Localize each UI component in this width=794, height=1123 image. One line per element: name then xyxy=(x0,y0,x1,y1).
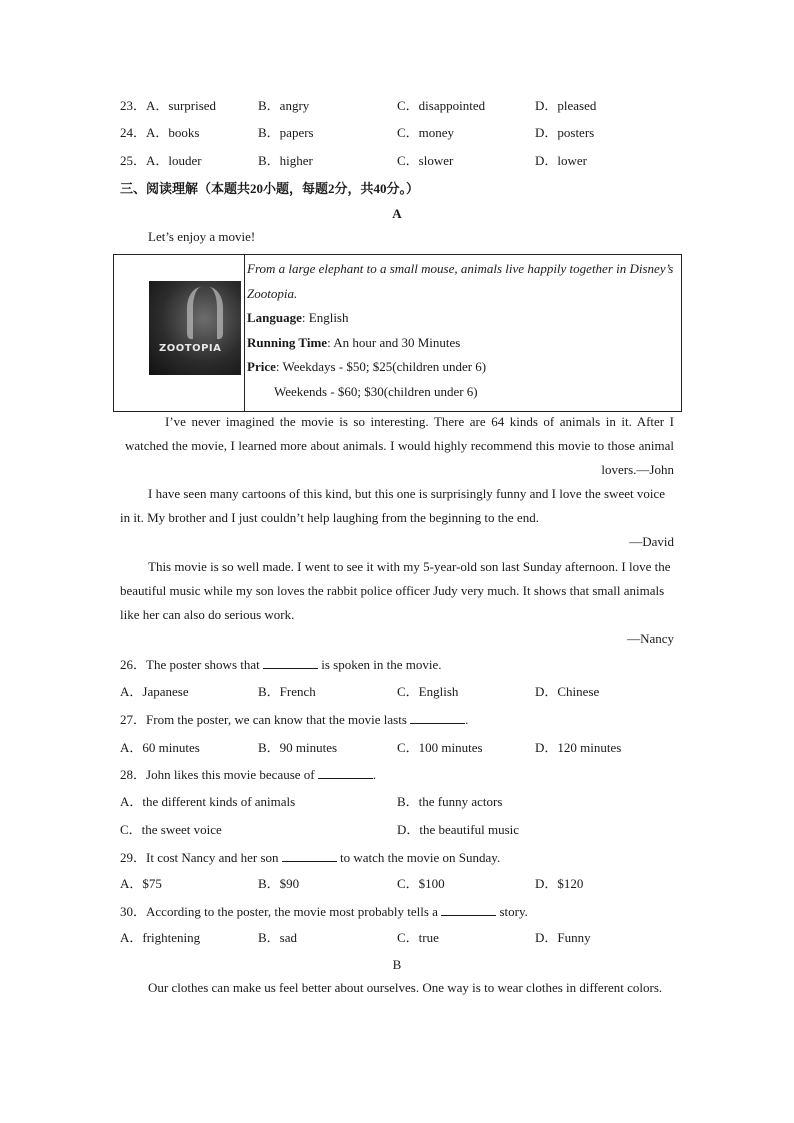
poster-running-time: Running Time: An hour and 30 Minutes xyxy=(247,334,461,350)
q29-option-d: D．$120 xyxy=(535,876,584,891)
question-28-stem: 28．John likes this movie because of . xyxy=(120,767,377,782)
q26-option-d: D．Chinese xyxy=(535,684,600,699)
q27-option-b: B．90 minutes xyxy=(258,740,338,755)
q23-option-c: C．disappointed xyxy=(397,98,486,113)
rabbit-ears-shape xyxy=(187,287,223,339)
q26-option-c: C．English xyxy=(397,684,459,699)
q23-option-a: 23．A．surprised xyxy=(120,98,217,113)
question-26-stem: 26．The poster shows that is spoken in the movie. xyxy=(120,657,442,672)
poster-price-weekdays: Price: Weekdays - $50; $25(children under 6) xyxy=(247,359,487,374)
poster-image-cell xyxy=(114,255,245,411)
q25-option-d: D．lower xyxy=(535,153,587,168)
q30-option-c: C．true xyxy=(397,930,439,945)
q24-option-b: B．papers xyxy=(258,125,314,140)
q24-option-d: D．posters xyxy=(535,125,595,140)
review-david-signature: —David xyxy=(629,534,674,549)
part-a-heading: A xyxy=(392,206,402,221)
movie-poster-box xyxy=(113,254,682,412)
q30-option-a: A．frightening xyxy=(120,930,201,945)
q28-option-d: D．the beautiful music xyxy=(397,822,520,837)
q29-option-b: B．$90 xyxy=(258,876,300,891)
q28-option-c: C．the sweet voice xyxy=(120,822,222,837)
q23-option-d: D．pleased xyxy=(535,98,597,113)
question-30-stem: 30．According to the poster, the movie most probably tells a story. xyxy=(120,904,528,919)
q29-option-a: A．$75 xyxy=(120,876,162,891)
review-john: I’ve never imagined the movie is so interesting. There are 64 kinds of animals in it. After I watched the movie, I learned more about animals. I would highly recommend this movie to those animal lovers.—John xyxy=(125,414,674,477)
q24-option-a: 24．A．books xyxy=(120,125,200,140)
q27-option-a: A．60 minutes xyxy=(120,740,200,755)
answer-blank xyxy=(441,903,496,916)
review-david: I have seen many cartoons of this kind, but this one is surprisingly funny and I love the sweet voice in it. My brother and I just couldn’t help laughing from the beginning to the end. xyxy=(120,486,666,525)
review-nancy: This movie is so well made. I went to see it with my 5-year-old son last Sunday afternoon. I love the beautiful music while my son loves the rabbit police officer Judy very much. It shows that small animals like her can also do serious work. xyxy=(120,559,671,622)
part-b-intro: Our clothes can make us feel better about ourselves. One way is to wear clothes in different colors. xyxy=(148,980,663,995)
q27-option-c: C．100 minutes xyxy=(397,740,483,755)
question-29-stem: 29．It cost Nancy and her son to watch the movie on Sunday. xyxy=(120,850,501,865)
intro-text: Let’s enjoy a movie! xyxy=(148,229,256,244)
q28-option-a: A．the different kinds of animals xyxy=(120,794,296,809)
poster-tagline: From a large elephant to a small mouse, animals live happily together in Disney’s Zootopia. xyxy=(247,261,674,301)
q28-option-b: B．the funny actors xyxy=(397,794,503,809)
poster-language: Language: English xyxy=(247,310,349,325)
q27-option-d: D．120 minutes xyxy=(535,740,622,755)
q29-option-c: C．$100 xyxy=(397,876,445,891)
q24-option-c: C．money xyxy=(397,125,455,140)
q25-option-b: B．higher xyxy=(258,153,313,168)
poster-details xyxy=(247,257,677,404)
part-b-heading: B xyxy=(392,957,402,972)
review-nancy-signature: —Nancy xyxy=(627,631,674,646)
section-title: 三、阅读理解（本题共20小题，每题2分，共40分。） xyxy=(120,181,420,196)
question-27-stem: 27．From the poster, we can know that the movie lasts . xyxy=(120,712,469,727)
q25-option-a: 25．A．louder xyxy=(120,153,202,168)
q30-option-b: B．sad xyxy=(258,930,298,945)
poster-logo: ZOOTOPIA xyxy=(159,343,222,354)
poster-price-weekends: Weekends - $60; $30(children under 6) xyxy=(274,383,478,399)
q30-option-d: D．Funny xyxy=(535,930,591,945)
answer-blank xyxy=(410,711,465,724)
answer-blank xyxy=(263,656,318,669)
zootopia-poster-image xyxy=(149,281,241,375)
q25-option-c: C．slower xyxy=(397,153,454,168)
q26-option-b: B．French xyxy=(258,684,316,699)
answer-blank xyxy=(282,849,337,862)
q26-option-a: A．Japanese xyxy=(120,684,189,699)
answer-blank xyxy=(318,766,373,779)
q23-option-b: B．angry xyxy=(258,98,310,113)
